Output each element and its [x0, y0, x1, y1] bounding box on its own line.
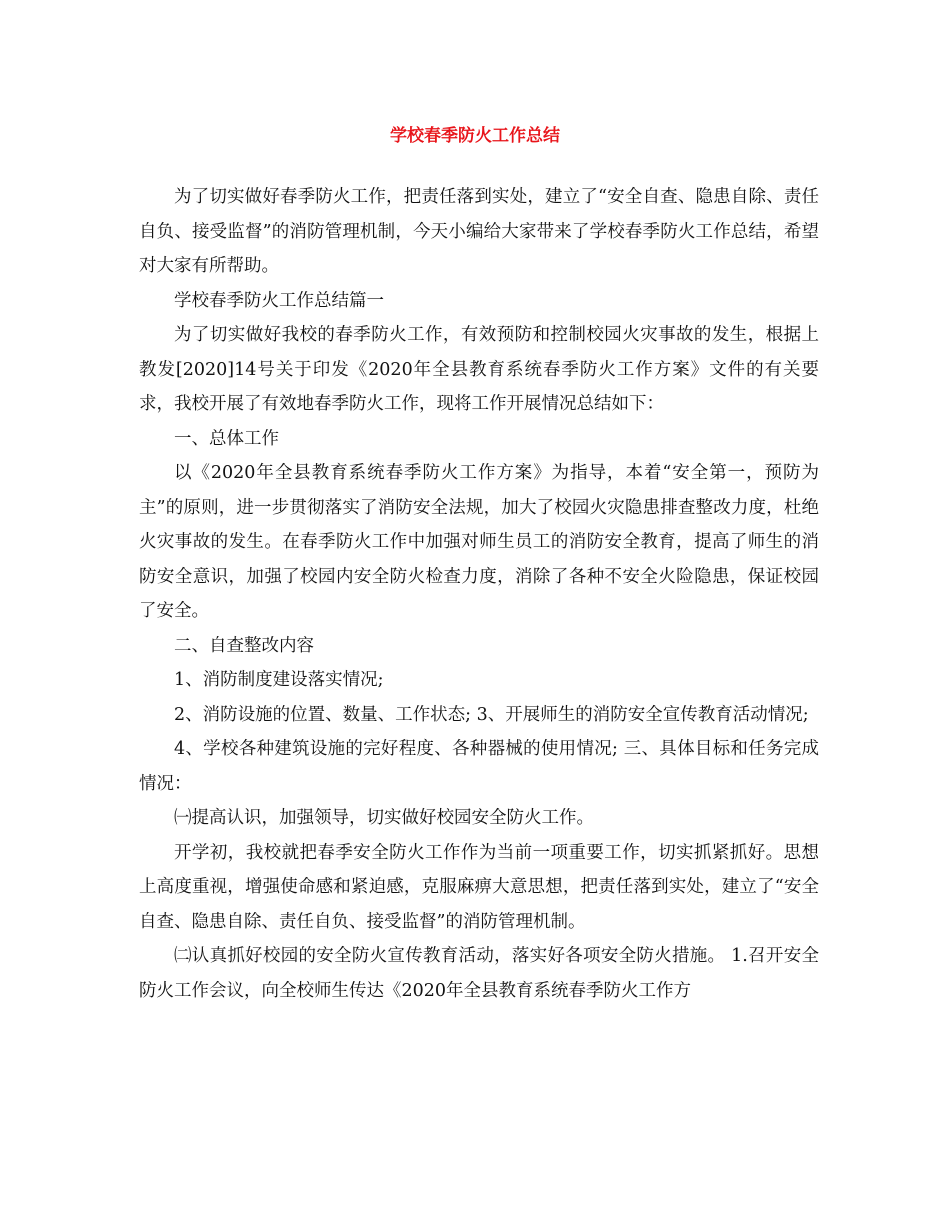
subsection-heading: ㈠提高认识，加强领导，切实做好校园安全防火工作。 — [174, 808, 594, 828]
body-paragraph: 为了切实做好我校的春季防火工作，有效预防和控制校园火灾事故的发生，根据上教发[2020]14号关于印发《2020年全县教育系统春季防火工作方案》文件的有关要求，我校开展了有效地春季防火工作，现将工作开展情况总结如下： — [139, 325, 819, 414]
subsection-heading: ㈡认真抓好校园的安全防火宣传教育活动，落实好各项安全防火措施。 1.召开安全防火工作会议，向全校师生传达《2020年全县教育系统春季防火工作方 — [139, 946, 819, 1001]
list-item: 2、消防设施的位置、数量、工作状态; 3、开展师生的消防安全宣传教育活动情况; — [174, 704, 809, 725]
section-heading-part-one: 学校春季防火工作总结篇一 — [174, 290, 384, 311]
document-body — [139, 180, 819, 1008]
section-heading-self-inspection: 二、自查整改内容 — [174, 635, 314, 656]
document-title: 学校春季防火工作总结 — [390, 126, 560, 146]
section-heading-overall-work: 一、总体工作 — [174, 428, 279, 449]
list-item: 4、学校各种建筑设施的完好程度、各种器械的使用情况; 三、具体目标和任务完成情况： — [139, 739, 819, 794]
list-item: 1、消防制度建设落实情况; — [174, 670, 384, 690]
body-paragraph: 以《2020年全县教育系统春季防火工作方案》为指导，本着“安全第一，预防为主”的原则，进一步贯彻落实了消防安全法规，加大了校园火灾隐患排查整改力度，杜绝火灾事故的发生。在春季防火工作中加强对师生员工的消防安全教育，提高了师生的消防安全意识，加强了校园内安全防火检查力度，消除了各种不安全火险隐患，保证校园了安全。 — [139, 463, 819, 621]
body-paragraph: 开学初，我校就把春季安全防火工作作为当前一项重要工作，切实抓紧抓好。思想上高度重视，增强使命感和紧迫感，克服麻痹大意思想，把责任落到实处，建立了“安全自查、隐患自除、责任自负、接受监督”的消防管理机制。 — [139, 842, 819, 932]
intro-paragraph: 为了切实做好春季防火工作，把责任落到实处，建立了“安全自查、隐患自除、责任自负、接受监督”的消防管理机制，今天小编给大家带来了学校春季防火工作总结，希望对大家有所帮助。 — [139, 187, 819, 276]
